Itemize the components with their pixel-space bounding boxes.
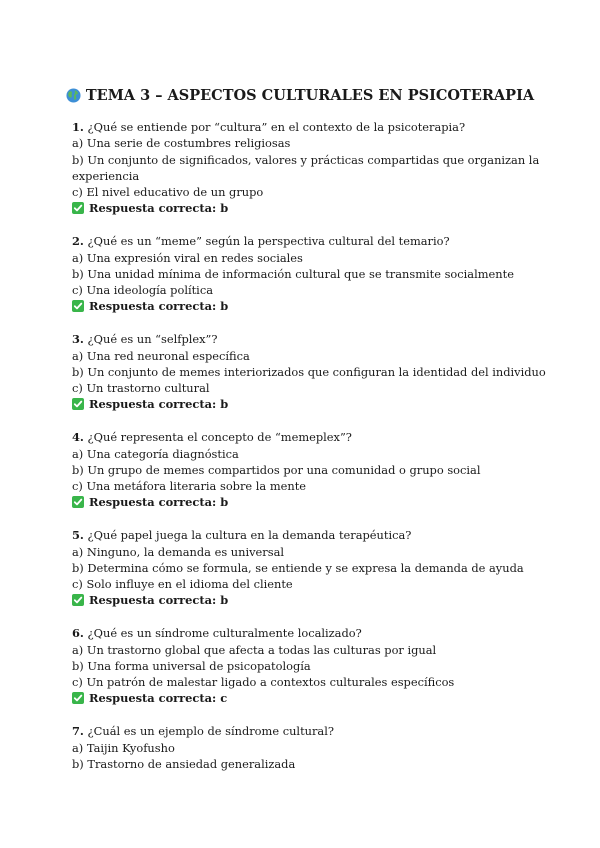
question-text: ¿Qué papel juega la cultura en la demanda terapéutica? [87,528,412,543]
check-mark-icon [72,398,84,410]
correct-answer [72,494,540,510]
question-number: 4. [72,430,84,445]
question-number: 6. [72,626,84,641]
correct-answer [72,396,540,412]
option-b: b) Un grupo de memes compartidos por una comunidad o grupo social [72,462,481,477]
answer-value: b [220,397,229,412]
option-a: a) Un trastorno global que afecta a todas las culturas por igual [72,642,437,657]
question-text: ¿Qué es un síndrome culturalmente localizado? [87,626,362,641]
correct-answer [72,298,540,314]
page-title-text: TEMA 3 – ASPECTOS CULTURALES EN PSICOTERAPIA [85,87,535,104]
option-b: b) Un conjunto de memes interiorizados que configuran la identidad del individuo [72,364,546,379]
question-number: 5. [72,528,84,543]
answer-label: Respuesta correcta: [89,691,217,706]
option-a: a) Una red neuronal específica [72,348,250,363]
question-text: ¿Qué se entiende por “cultura” en el contexto de la psicoterapia? [87,120,466,134]
option-c: c) Un trastorno cultural [72,381,210,396]
answer-value: b [220,299,229,314]
check-mark-icon [72,594,84,606]
page-title [0,86,600,109]
option-a: a) Una categoría diagnóstica [72,446,239,461]
option-a: a) Ninguno, la demanda es universal [72,544,285,559]
option-b: b) Un conjunto de significados, valores y prácticas compartidas que organizan la experiencia [72,152,540,183]
check-mark-icon [72,300,84,312]
answer-value: b [220,593,229,608]
question-number: 2. [72,234,84,249]
question-prompt [72,429,540,445]
question-item [72,429,540,510]
option-c: c) Solo influye en el idioma del cliente [72,577,293,592]
correct-answer [72,592,540,608]
question-item [72,527,540,608]
option-b: b) Una unidad mínima de información cultural que se transmite socialmente [72,266,514,281]
question-number: 3. [72,332,84,347]
question-text: ¿Qué representa el concepto de “memeplex”? [87,430,352,445]
option-c: c) El nivel educativo de un grupo [72,185,264,200]
answer-value: c [220,691,228,706]
option-a: a) Una expresión viral en redes sociales [72,250,303,265]
option-c: c) Una metáfora literaria sobre la mente [72,479,307,494]
correct-answer [72,200,540,216]
question-item [72,331,546,412]
question-text: ¿Qué es un “meme” según la perspectiva cultural del temario? [87,234,450,249]
question-prompt [72,723,540,739]
question-text: ¿Qué es un “selfplex”? [87,332,218,347]
question-list [72,119,546,789]
question-prompt [72,119,540,135]
option-a: a) Una serie de costumbres religiosas [72,136,291,151]
option-c: c) Un patrón de malestar ligado a contextos culturales específicos [72,675,455,690]
question-prompt [72,233,540,249]
question-number: 7. [72,724,84,739]
question-text: ¿Cuál es un ejemplo de síndrome cultural? [87,724,334,739]
answer-value: b [220,495,229,510]
answer-label: Respuesta correcta: [89,201,217,216]
question-number: 1. [72,120,84,134]
question-prompt [72,527,540,543]
check-mark-icon [72,692,84,704]
option-b: b) Una forma universal de psicopatología [72,658,311,673]
answer-value: b [220,201,229,216]
check-mark-icon [72,202,84,214]
answer-label: Respuesta correcta: [89,495,217,510]
answer-label: Respuesta correcta: [89,299,217,314]
option-c: c) Una ideología política [72,283,213,298]
question-item [72,723,540,772]
question-prompt [72,331,540,347]
option-b: b) Trastorno de ansiedad generalizada [72,756,296,771]
answer-label: Respuesta correcta: [89,397,217,412]
option-a: a) Taijin Kyofusho [72,740,175,755]
question-item [72,625,540,706]
question-prompt [72,625,540,641]
globe-icon [66,88,81,109]
correct-answer [72,690,540,706]
option-b: b) Determina cómo se formula, se entiende y se expresa la demanda de ayuda [72,560,524,575]
question-item [72,233,540,314]
question-item [72,119,540,217]
answer-label: Respuesta correcta: [89,593,217,608]
check-mark-icon [72,496,84,508]
